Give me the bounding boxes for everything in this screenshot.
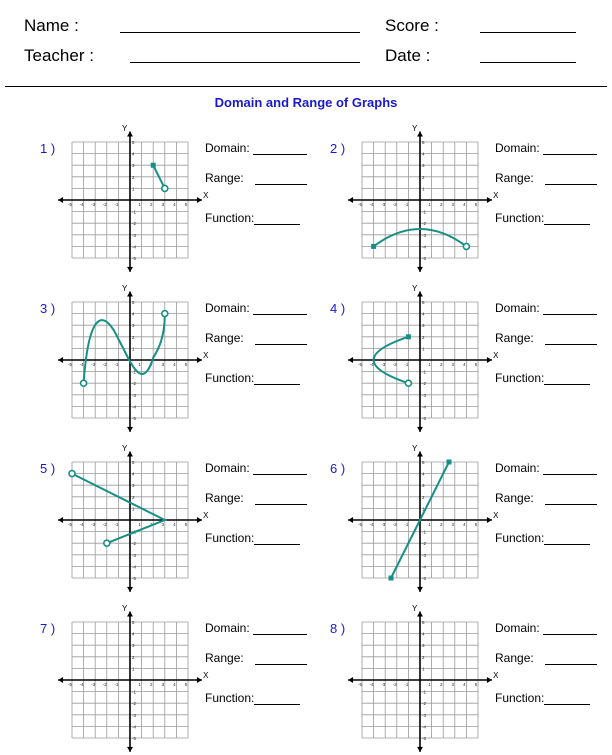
axis-arrow <box>348 677 353 683</box>
function-label: Function: <box>495 371 545 385</box>
range-label: Range: <box>205 171 244 185</box>
problem-number: 8 ) <box>330 621 346 636</box>
range-answer-field[interactable] <box>545 504 597 505</box>
x-tick-label: -1 <box>404 362 409 367</box>
x-tick-label: -3 <box>91 522 96 527</box>
x-tick-label: -4 <box>79 682 84 687</box>
x-tick-label: 3 <box>161 682 165 687</box>
y-axis-label: Y <box>412 283 418 293</box>
y-tick-label: -5 <box>422 416 427 421</box>
y-tick-label: 3 <box>422 483 425 489</box>
axis-arrow <box>348 197 353 203</box>
axis-arrow <box>127 427 133 432</box>
axis-arrow <box>127 612 133 617</box>
y-tick-label: 2 <box>422 654 425 660</box>
x-tick-label: -5 <box>357 362 363 367</box>
axis-arrow <box>127 292 133 297</box>
y-tick-label: 3 <box>422 163 425 169</box>
axis-arrow <box>417 132 423 137</box>
x-tick-label: 5 <box>184 202 188 207</box>
x-tick-label: 3 <box>451 682 455 687</box>
y-tick-label: -2 <box>132 381 137 387</box>
x-tick-label: -4 <box>79 522 84 527</box>
function-answer-field[interactable] <box>254 704 300 705</box>
closed-endpoint <box>389 576 394 581</box>
y-tick-label: 1 <box>422 666 425 672</box>
y-tick-label: -3 <box>132 552 137 558</box>
coordinate-grid <box>345 443 499 595</box>
axis-arrow <box>417 587 423 592</box>
y-tick-label: -2 <box>422 221 427 227</box>
y-tick-label: 4 <box>422 631 425 637</box>
x-axis-label: X <box>203 351 209 360</box>
axis-arrow <box>58 517 63 523</box>
y-axis-label: Y <box>412 603 418 613</box>
coordinate-grid <box>55 283 209 435</box>
y-tick-label: 3 <box>132 323 135 329</box>
function-answer-field[interactable] <box>544 224 590 225</box>
x-tick-label: 2 <box>149 202 153 207</box>
x-tick-label: -5 <box>357 682 363 687</box>
name-label: Name : <box>24 16 79 35</box>
problem-number: 2 ) <box>330 141 346 156</box>
axis-arrow <box>127 587 133 592</box>
y-tick-label: 1 <box>132 346 135 352</box>
problem-number: 3 ) <box>40 301 56 316</box>
x-tick-label: 3 <box>161 202 165 207</box>
y-tick-label: -4 <box>422 244 427 250</box>
axis-arrow <box>487 677 492 683</box>
y-tick-label: -4 <box>422 564 427 570</box>
x-axis-label: X <box>493 511 499 520</box>
x-tick-label: 5 <box>474 682 478 687</box>
y-axis-label: Y <box>122 603 128 613</box>
y-tick-label: 3 <box>132 163 135 169</box>
domain-label: Domain: <box>495 461 540 475</box>
x-tick-label: 2 <box>149 682 153 687</box>
x-tick-label: 1 <box>138 202 141 207</box>
x-tick-label: -2 <box>392 682 397 687</box>
x-tick-label: 5 <box>184 522 188 527</box>
coordinate-grid <box>55 443 209 595</box>
x-axis-label: X <box>203 191 209 200</box>
coordinate-grid <box>345 283 499 435</box>
y-tick-label: 3 <box>132 483 135 489</box>
x-tick-label: -1 <box>404 682 409 687</box>
x-tick-label: 3 <box>451 522 455 527</box>
function-label: Function: <box>205 371 255 385</box>
coordinate-grid <box>345 603 499 755</box>
name-field[interactable] <box>120 32 360 33</box>
x-tick-label: -5 <box>67 522 73 527</box>
open-endpoint <box>405 380 411 386</box>
x-tick-label: -2 <box>392 202 397 207</box>
axis-arrow <box>58 357 63 363</box>
domain-label: Domain: <box>205 621 250 635</box>
date-label: Date : <box>385 46 431 65</box>
y-tick-label: 1 <box>132 186 135 192</box>
axis-arrow <box>127 452 133 457</box>
domain-answer-field[interactable] <box>543 154 597 155</box>
x-tick-label: 4 <box>173 522 176 527</box>
y-tick-label: 2 <box>422 494 425 500</box>
x-tick-label: -3 <box>381 522 386 527</box>
function-label: Function: <box>495 211 545 225</box>
y-tick-label: 2 <box>422 334 425 340</box>
x-tick-label: -2 <box>392 522 397 527</box>
y-tick-label: 5 <box>422 620 425 625</box>
x-tick-label: 2 <box>439 522 443 527</box>
x-tick-label: -1 <box>404 202 409 207</box>
x-tick-label: 5 <box>184 362 188 367</box>
x-tick-label: -2 <box>102 202 107 207</box>
problem-number: 5 ) <box>40 461 56 476</box>
axis-arrow <box>197 517 202 523</box>
range-label: Range: <box>205 331 244 345</box>
range-answer-field[interactable] <box>255 664 307 665</box>
axis-arrow <box>127 132 133 137</box>
x-tick-label: -3 <box>381 682 386 687</box>
teacher-label: Teacher : <box>24 46 94 65</box>
domain-answer-field[interactable] <box>543 474 597 475</box>
x-tick-label: 5 <box>184 682 188 687</box>
y-tick-label: 2 <box>132 334 135 340</box>
range-answer-field[interactable] <box>545 664 597 665</box>
domain-answer-field[interactable] <box>253 634 307 635</box>
y-tick-label: 5 <box>422 140 425 145</box>
x-tick-label: -1 <box>404 522 409 527</box>
x-tick-label: -2 <box>102 522 107 527</box>
y-tick-label: -1 <box>422 529 427 535</box>
axis-arrow <box>417 267 423 272</box>
y-tick-label: 1 <box>132 506 135 512</box>
x-tick-label: 3 <box>451 202 455 207</box>
x-tick-label: -3 <box>91 682 96 687</box>
problem-number: 7 ) <box>40 621 56 636</box>
x-tick-label: -5 <box>67 202 73 207</box>
axis-arrow <box>417 292 423 297</box>
y-tick-label: 5 <box>132 460 135 465</box>
x-tick-label: 4 <box>463 522 466 527</box>
y-tick-label: -5 <box>132 736 137 741</box>
x-tick-label: 5 <box>474 522 478 527</box>
y-tick-label: -5 <box>132 416 137 421</box>
y-tick-label: -1 <box>422 689 427 695</box>
x-tick-label: 4 <box>173 362 176 367</box>
x-tick-label: -5 <box>67 362 73 367</box>
y-tick-label: 2 <box>132 174 135 180</box>
y-tick-label: 1 <box>422 186 425 192</box>
y-tick-label: 4 <box>132 151 135 157</box>
y-tick-label: 2 <box>132 654 135 660</box>
range-answer-field[interactable] <box>255 184 307 185</box>
x-tick-label: -5 <box>67 682 73 687</box>
open-endpoint <box>162 185 168 191</box>
x-tick-label: -3 <box>91 362 96 367</box>
axis-arrow <box>417 427 423 432</box>
range-answer-field[interactable] <box>255 504 307 505</box>
x-tick-label: -3 <box>381 362 386 367</box>
y-tick-label: -4 <box>422 724 427 730</box>
axis-arrow <box>487 517 492 523</box>
y-tick-label: -1 <box>422 369 427 375</box>
y-tick-label: -3 <box>422 552 427 558</box>
x-tick-label: 1 <box>138 522 141 527</box>
x-tick-label: 4 <box>173 682 176 687</box>
function-answer-field[interactable] <box>254 224 300 225</box>
y-tick-label: -1 <box>132 209 137 215</box>
function-answer-field[interactable] <box>544 384 590 385</box>
domain-answer-field[interactable] <box>253 474 307 475</box>
problem-number: 1 ) <box>40 141 56 156</box>
problem-number: 4 ) <box>330 301 346 316</box>
open-endpoint <box>81 380 87 386</box>
y-tick-label: -2 <box>132 221 137 227</box>
y-tick-label: 4 <box>132 471 135 477</box>
x-tick-label: -4 <box>369 522 374 527</box>
x-tick-label: 5 <box>474 202 478 207</box>
domain-answer-field[interactable] <box>253 314 307 315</box>
x-tick-label: 4 <box>463 682 466 687</box>
y-tick-label: -4 <box>422 404 427 410</box>
y-tick-label: -3 <box>422 392 427 398</box>
y-tick-label: 5 <box>132 140 135 145</box>
x-tick-label: 2 <box>439 362 443 367</box>
y-tick-label: 4 <box>132 631 135 637</box>
x-tick-label: 2 <box>439 682 443 687</box>
y-tick-label: -1 <box>422 209 427 215</box>
domain-label: Domain: <box>495 141 540 155</box>
domain-answer-field[interactable] <box>253 154 307 155</box>
y-tick-label: -2 <box>422 541 427 547</box>
domain-label: Domain: <box>205 141 250 155</box>
function-label: Function: <box>205 531 255 545</box>
x-tick-label: -3 <box>381 202 386 207</box>
x-tick-label: 1 <box>428 682 431 687</box>
axis-arrow <box>58 677 63 683</box>
closed-endpoint <box>371 244 376 249</box>
x-tick-label: -4 <box>79 362 84 367</box>
x-tick-label: 1 <box>138 682 141 687</box>
y-tick-label: -1 <box>132 369 137 375</box>
function-answer-field[interactable] <box>254 384 300 385</box>
closed-endpoint <box>151 163 156 168</box>
range-label: Range: <box>495 331 534 345</box>
y-tick-label: 4 <box>422 151 425 157</box>
x-tick-label: 3 <box>451 362 455 367</box>
y-tick-label: 5 <box>422 300 425 305</box>
y-tick-label: 3 <box>422 323 425 329</box>
range-label: Range: <box>495 171 534 185</box>
domain-label: Domain: <box>495 301 540 315</box>
axis-arrow <box>127 747 133 752</box>
open-endpoint <box>463 243 469 249</box>
range-label: Range: <box>205 651 244 665</box>
y-tick-label: 1 <box>422 506 425 512</box>
coordinate-grid <box>345 123 499 275</box>
axis-arrow <box>127 267 133 272</box>
y-tick-label: 3 <box>422 643 425 649</box>
x-axis-label: X <box>203 671 209 680</box>
x-tick-label: 1 <box>428 202 431 207</box>
x-tick-label: 4 <box>463 202 466 207</box>
y-tick-label: -3 <box>422 712 427 718</box>
axis-arrow <box>197 677 202 683</box>
y-axis-label: Y <box>412 123 418 133</box>
domain-label: Domain: <box>495 621 540 635</box>
y-tick-label: -5 <box>422 736 427 741</box>
axis-arrow <box>487 357 492 363</box>
y-tick-label: -4 <box>132 404 137 410</box>
axis-arrow <box>417 452 423 457</box>
y-axis-label: Y <box>122 123 128 133</box>
range-label: Range: <box>205 491 244 505</box>
y-tick-label: -4 <box>132 724 137 730</box>
range-label: Range: <box>495 651 534 665</box>
x-tick-label: 3 <box>161 362 165 367</box>
x-tick-label: 5 <box>474 362 478 367</box>
date-field[interactable] <box>480 62 576 63</box>
x-tick-label: -4 <box>369 202 374 207</box>
y-axis-label: Y <box>412 443 418 453</box>
domain-label: Domain: <box>205 301 250 315</box>
x-axis-label: X <box>203 511 209 520</box>
y-tick-label: -5 <box>422 256 427 261</box>
range-answer-field[interactable] <box>545 184 597 185</box>
x-tick-label: -5 <box>357 522 363 527</box>
range-label: Range: <box>495 491 534 505</box>
y-tick-label: 5 <box>422 460 425 465</box>
x-tick-label: -4 <box>79 202 84 207</box>
x-tick-label: -1 <box>114 202 119 207</box>
axis-arrow <box>58 197 63 203</box>
y-tick-label: -1 <box>132 529 137 535</box>
y-tick-label: 3 <box>132 643 135 649</box>
x-tick-label: -1 <box>114 362 119 367</box>
teacher-field[interactable] <box>130 62 360 63</box>
header-divider <box>5 86 607 87</box>
y-tick-label: 4 <box>422 311 425 317</box>
x-tick-label: 2 <box>439 202 443 207</box>
function-label: Function: <box>205 211 255 225</box>
y-tick-label: 2 <box>422 174 425 180</box>
y-tick-label: -4 <box>132 244 137 250</box>
y-tick-label: -2 <box>422 381 427 387</box>
y-tick-label: 4 <box>132 311 135 317</box>
y-tick-label: -2 <box>132 541 137 547</box>
domain-answer-field[interactable] <box>543 314 597 315</box>
x-axis-label: X <box>493 671 499 680</box>
x-tick-label: 2 <box>149 362 153 367</box>
x-tick-label: 1 <box>428 522 431 527</box>
function-answer-field[interactable] <box>544 544 590 545</box>
y-tick-label: -1 <box>132 689 137 695</box>
x-axis-label: X <box>493 191 499 200</box>
open-endpoint <box>69 471 75 477</box>
axis-arrow <box>197 357 202 363</box>
y-tick-label: -5 <box>132 256 137 261</box>
x-tick-label: -3 <box>91 202 96 207</box>
y-tick-label: -3 <box>422 232 427 238</box>
function-answer-field[interactable] <box>544 704 590 705</box>
domain-answer-field[interactable] <box>543 634 597 635</box>
y-tick-label: -2 <box>132 701 137 707</box>
function-label: Function: <box>495 691 545 705</box>
y-tick-label: 4 <box>422 471 425 477</box>
coordinate-grid <box>55 123 209 275</box>
axis-arrow <box>348 517 353 523</box>
range-answer-field[interactable] <box>545 344 597 345</box>
x-axis-label: X <box>493 351 499 360</box>
y-tick-label: 1 <box>422 346 425 352</box>
y-tick-label: -5 <box>132 576 137 581</box>
y-tick-label: -4 <box>132 564 137 570</box>
coordinate-grid <box>55 603 209 755</box>
x-tick-label: -1 <box>114 682 119 687</box>
x-tick-label: -4 <box>369 362 374 367</box>
x-tick-label: 4 <box>173 202 176 207</box>
worksheet-title: Domain and Range of Graphs <box>214 95 398 110</box>
y-tick-label: -3 <box>132 712 137 718</box>
score-field[interactable] <box>480 32 576 33</box>
open-endpoint <box>162 311 168 317</box>
y-tick-label: -3 <box>132 392 137 398</box>
axis-arrow <box>417 612 423 617</box>
score-label: Score : <box>385 16 439 35</box>
x-tick-label: 1 <box>138 362 141 367</box>
closed-endpoint <box>406 334 411 339</box>
x-tick-label: 4 <box>463 362 466 367</box>
y-tick-label: 1 <box>132 666 135 672</box>
x-tick-label: 3 <box>161 522 165 527</box>
range-answer-field[interactable] <box>255 344 307 345</box>
function-label: Function: <box>205 691 255 705</box>
y-tick-label: 2 <box>132 494 135 500</box>
open-endpoint <box>104 540 110 546</box>
x-tick-label: -5 <box>357 202 363 207</box>
y-tick-label: -3 <box>132 232 137 238</box>
problem-number: 6 ) <box>330 461 346 476</box>
closed-endpoint <box>447 460 452 465</box>
x-tick-label: 1 <box>428 362 431 367</box>
axis-arrow <box>348 357 353 363</box>
domain-label: Domain: <box>205 461 250 475</box>
function-label: Function: <box>495 531 545 545</box>
y-tick-label: 5 <box>132 620 135 625</box>
x-tick-label: -1 <box>114 522 119 527</box>
y-axis-label: Y <box>122 283 128 293</box>
y-tick-label: -2 <box>422 701 427 707</box>
x-tick-label: 2 <box>149 522 153 527</box>
x-tick-label: -2 <box>102 682 107 687</box>
function-answer-field[interactable] <box>254 544 300 545</box>
x-tick-label: -4 <box>369 682 374 687</box>
y-tick-label: 5 <box>132 300 135 305</box>
axis-arrow <box>417 747 423 752</box>
x-tick-label: -2 <box>102 362 107 367</box>
axis-arrow <box>197 197 202 203</box>
x-tick-label: -2 <box>392 362 397 367</box>
y-axis-label: Y <box>122 443 128 453</box>
axis-arrow <box>487 197 492 203</box>
y-tick-label: -5 <box>422 576 427 581</box>
